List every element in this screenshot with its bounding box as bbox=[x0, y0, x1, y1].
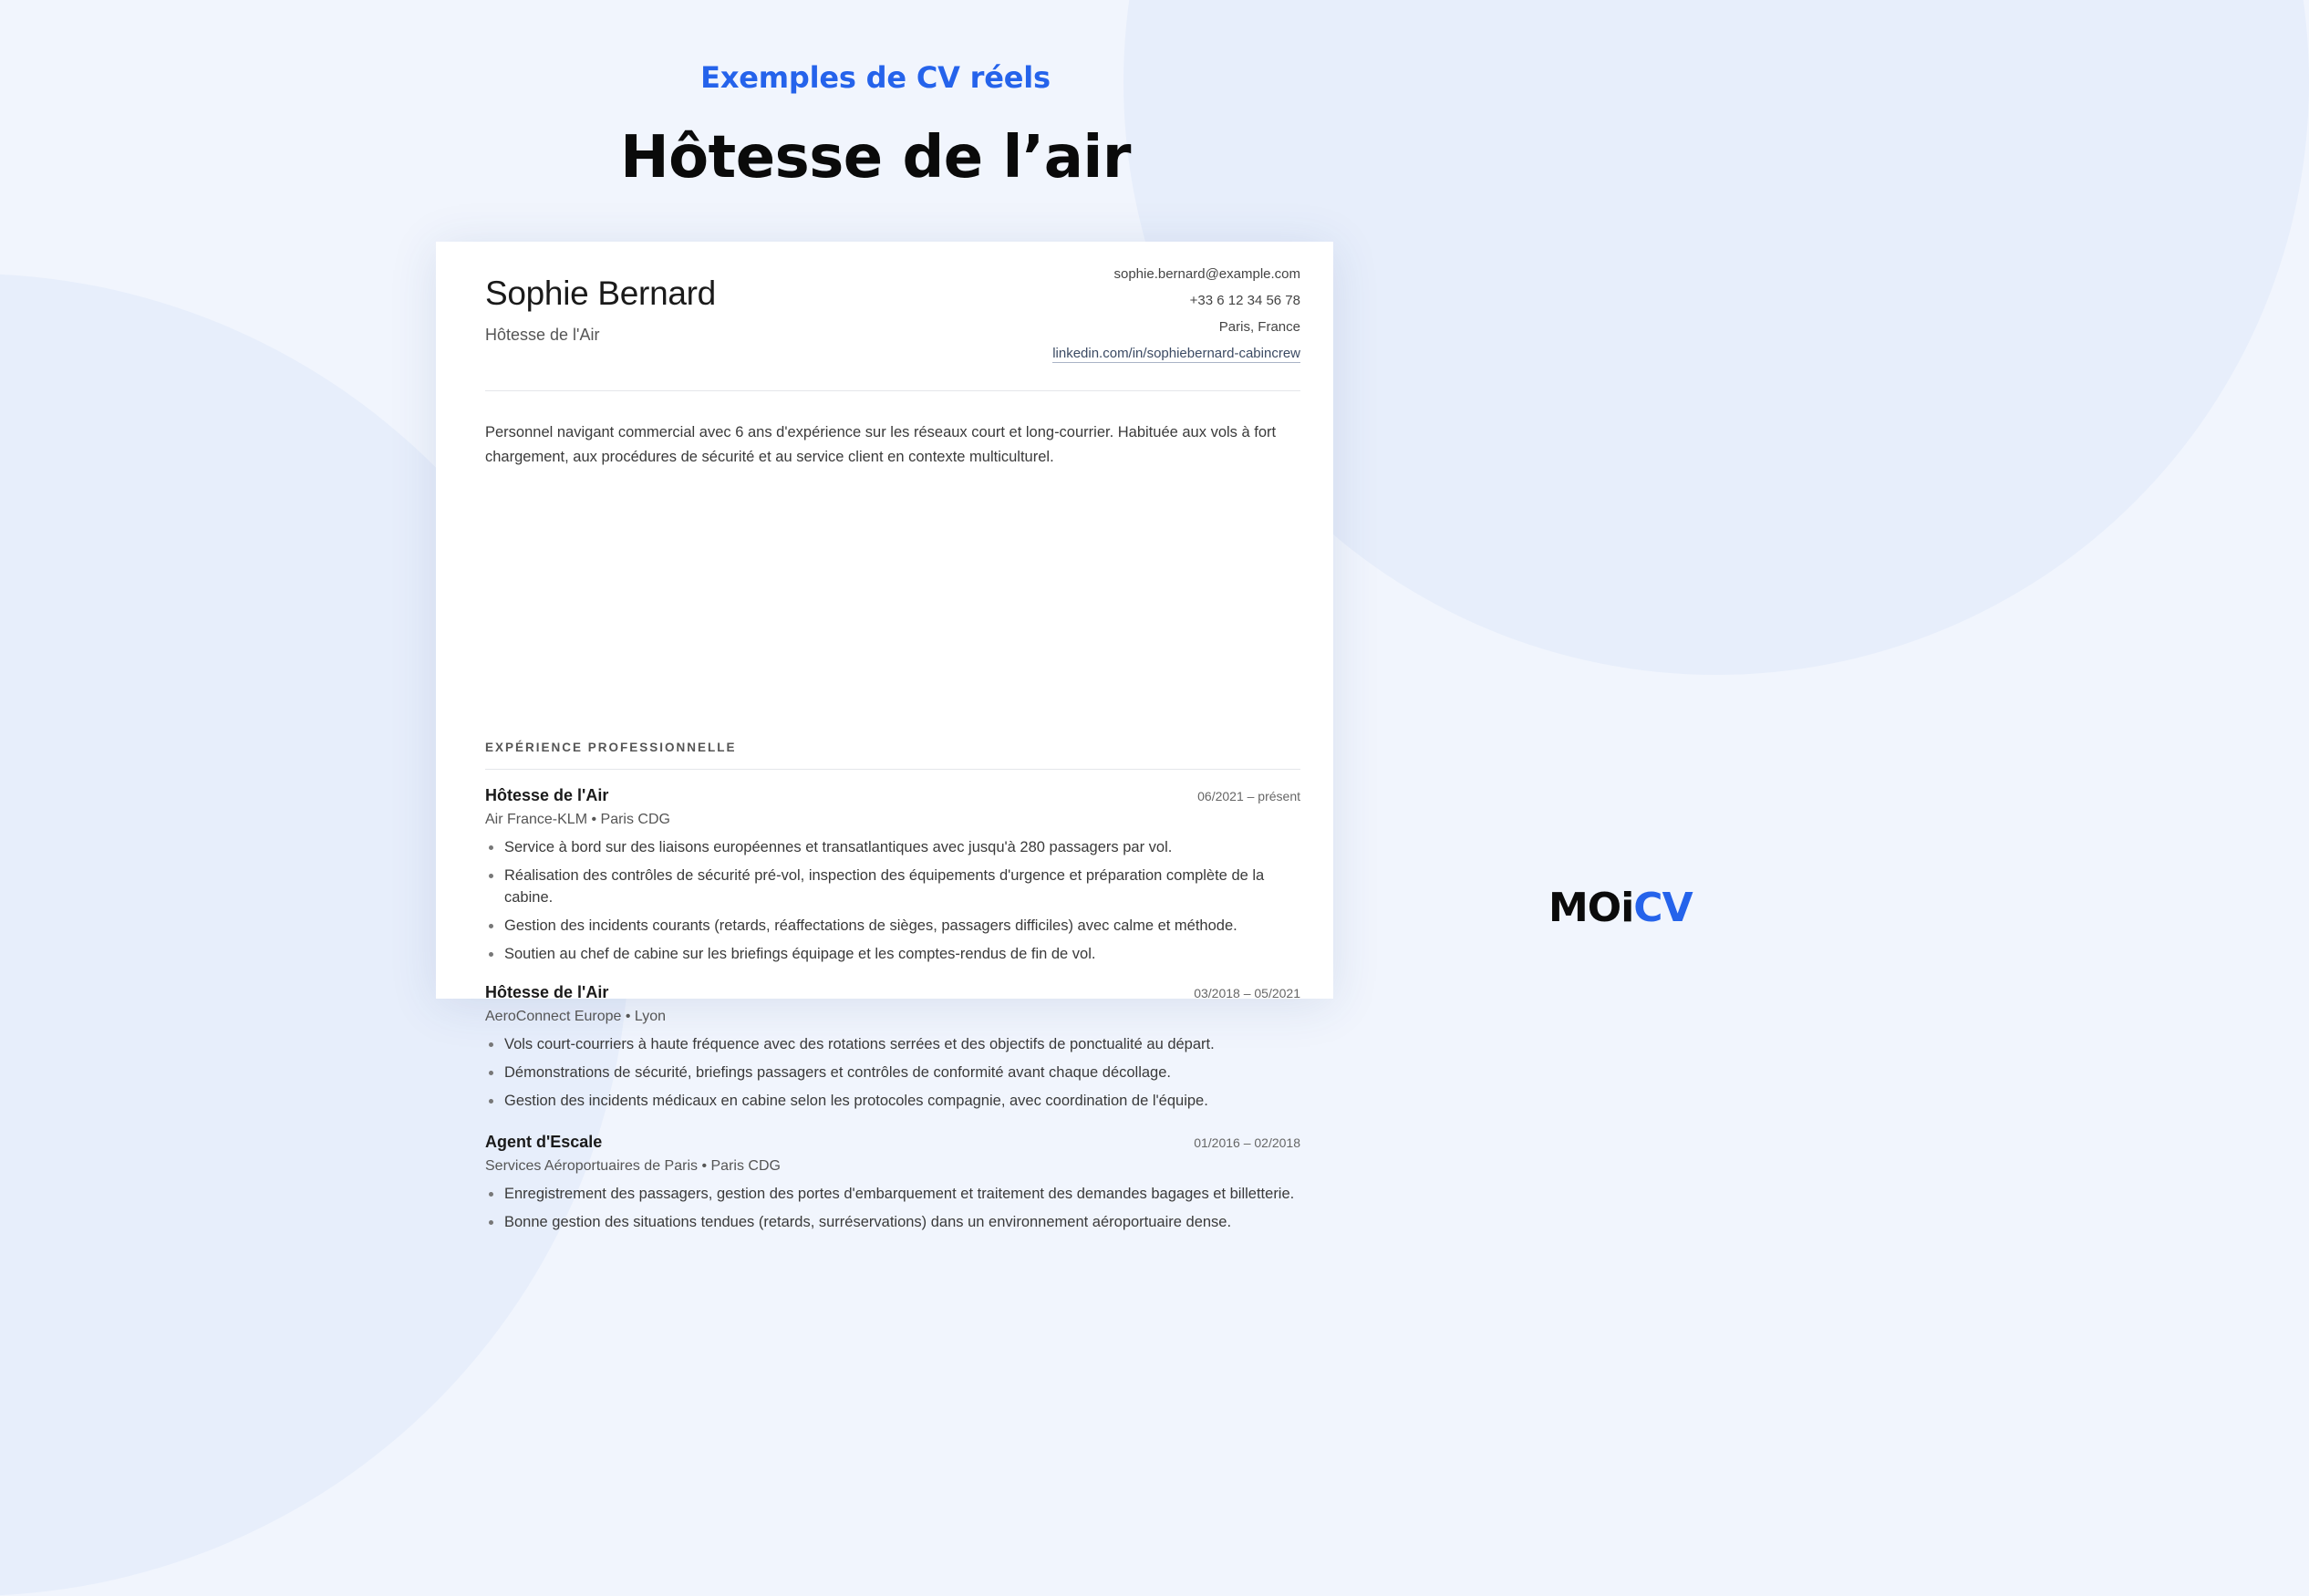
page-title: Hôtesse de l’air bbox=[620, 124, 1131, 192]
header-divider bbox=[485, 390, 1300, 391]
job-title: Agent d'Escale bbox=[485, 1133, 603, 1151]
job-organization: AeroConnect Europe • Lyon bbox=[485, 1009, 667, 1024]
resume-name: Sophie Bernard bbox=[485, 275, 716, 312]
job-bullet: Démonstrations de sécurité, briefings passagers et contrôles de conformité avant chaque décollage. bbox=[485, 1062, 1300, 1083]
job-bullet: Bonne gestion des situations tendues (retards, surréservations) dans un environnement aéroportuaire dense. bbox=[485, 1211, 1300, 1233]
job-organization: Air France-KLM • Paris CDG bbox=[485, 812, 670, 827]
resume-role: Hôtesse de l'Air bbox=[485, 326, 600, 344]
job-dates: 03/2018 – 05/2021 bbox=[1194, 986, 1300, 1000]
job-bullet: Vols court-courriers à haute fréquence avec des rotations serrées et des objectifs de ponctualité au départ. bbox=[485, 1033, 1300, 1055]
job-dates: 01/2016 – 02/2018 bbox=[1194, 1135, 1300, 1150]
job-bullets bbox=[485, 1033, 1300, 1112]
contact-phone: +33 6 12 34 56 78 bbox=[1189, 293, 1300, 308]
job-bullets bbox=[485, 1183, 1300, 1233]
job-organization: Services Aéroportuaires de Paris • Paris CDG bbox=[485, 1158, 781, 1174]
section-divider bbox=[485, 769, 1300, 770]
resume-summary: Personnel navigant commercial avec 6 ans d'expérience sur les réseaux court et long-courrier. Habituée aux vols à fort chargement, aux procédures de sécurité et au service client en contexte multiculturel. bbox=[485, 424, 1277, 465]
job-bullet: Réalisation des contrôles de sécurité pré-vol, inspection des équipements d'urgence et préparation complète de la cabine. bbox=[485, 865, 1300, 908]
job-bullet: Enregistrement des passagers, gestion des portes d'embarquement et traitement des demandes bagages et billetterie. bbox=[485, 1183, 1300, 1205]
resume-card bbox=[436, 242, 1333, 1230]
moicv-logo: MOiCV bbox=[1548, 885, 1693, 931]
job-bullet: Soutien au chef de cabine sur les briefings équipage et les comptes-rendus de fin de vol. bbox=[485, 943, 1300, 965]
job-bullet: Gestion des incidents médicaux en cabine selon les protocoles compagnie, avec coordination de l'équipe. bbox=[485, 1090, 1300, 1112]
page-eyebrow: Exemples de CV réels bbox=[700, 60, 1051, 95]
experience-item bbox=[485, 983, 1300, 1118]
contact-location: Paris, France bbox=[1218, 319, 1300, 335]
contact-block bbox=[1052, 261, 1300, 367]
job-title: Hôtesse de l'Air bbox=[485, 786, 609, 804]
job-bullet: Service à bord sur des liaisons européennes et transatlantiques avec jusqu'à 280 passagers par vol. bbox=[485, 836, 1300, 858]
job-title: Hôtesse de l'Air bbox=[485, 983, 609, 1001]
job-bullet: Gestion des incidents courants (retards, réaffectations de sièges, passagers difficiles) avec calme et méthode. bbox=[485, 915, 1300, 937]
section-title-experience: EXPÉRIENCE PROFESSIONNELLE bbox=[485, 741, 737, 754]
experience-item bbox=[485, 1133, 1300, 1239]
job-dates: 06/2021 – présent bbox=[1197, 789, 1300, 803]
job-bullets bbox=[485, 836, 1300, 965]
contact-email: sophie.bernard@example.com bbox=[1113, 266, 1300, 282]
experience-item bbox=[485, 786, 1300, 971]
contact-linkedin-link[interactable]: linkedin.com/in/sophiebernard-cabincrew bbox=[1052, 346, 1300, 361]
